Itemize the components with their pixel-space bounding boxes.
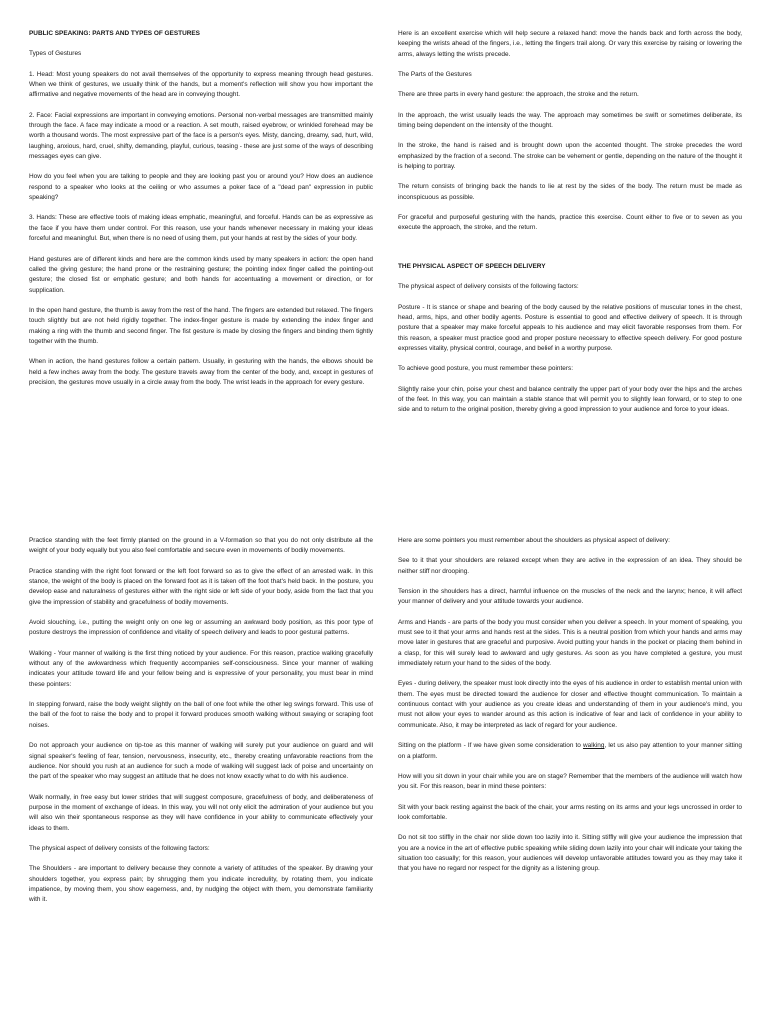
paragraph: Tension in the shoulders has a direct, harmful influence on the muscles of the neck and the larynx; hence, it will affect your manner of delivery and your attitude towards your audience. (398, 588, 742, 606)
paragraph-text: Sitting on the platform - If we have given some consideration to (398, 742, 583, 750)
paragraph: Practice standing with the feet firmly planted on the ground in a V-formation so that you do not only distribute all the weight of your body equally but you also feel comfortable and secure even in movements of bodily movements. (29, 537, 373, 555)
paragraph: There are three parts in every hand gesture: the approach, the stroke and the return. (398, 91, 639, 99)
walking-link[interactable]: walking (582, 742, 605, 750)
page-1 (29, 29, 373, 398)
paragraph: Do not approach your audience on tip-toe as this manner of walking will surely put your audience on guard and will signal speaker's feeling of fear, tension, nervousness, insecurity, etc., thereby creating unfavorable reactions from the audience. Nor should you rush at an audience for such a mode of walking will suggest lack of poise and uncertainty on the part of the speaker who may suggest an attitude that he does not know exactly what to do with his audience. (29, 742, 373, 781)
paragraph: The physical aspect of delivery consists of the following factors: (398, 283, 579, 291)
paragraph: Slightly raise your chin, poise your chest and balance centrally the upper part of your body over the hips and the arches of the feet. In this way, you can maintain a stable stance that will permit you to slightly lean forward, or to step to one side and to return to the original position, thereby giving a good impression to your audience and force to your ideas. (398, 385, 742, 414)
paragraph: The return consists of bringing back the hands to lie at rest by the sides of the body. The return must be made as inconspicuous as possible. (398, 183, 742, 201)
paragraph (398, 741, 742, 762)
section-heading: Types of Gestures (29, 50, 82, 58)
paragraph: Walk normally, in free easy but lower strides that will suggest composure, gracefulness of body, and deliberateness of purpose in the moment of exchange of ideas. In this way, you will not only elicit the admiration of your audience but you will also win their spontaneous response as they will have confidence in your ability to communicate effectively your ideas to them. (29, 793, 373, 832)
paragraph: For graceful and purposeful gesturing with the hands, practice this exercise. Count either to five or to seven as you execute the approach, the stroke, and the return. (398, 214, 742, 232)
paragraph: In the open hand gesture, the thumb is away from the rest of the hand. The fingers are extended but relaxed. The fingers touch slightly but are not held rigidly together. The index-finger gesture is made by extending the index finger and making a ring with the thumb and second finger. The fist gesture is made by closing the fingers and binding them tightly together with the thumb. (29, 306, 373, 345)
paragraph: The physical aspect of delivery consists of the following factors: (29, 844, 210, 852)
paragraph: Walking - Your manner of walking is the first thing noticed by your audience. For this reason, practice walking gracefully without any of the awkwardness which frequently accompanies self-consciousness. Since your manner of walking indicates your attitude toward life and your fellow being and is expressive of your personality, you must bear in mind these pointers: (29, 649, 373, 688)
paragraph: The Shoulders - are important to delivery because they connote a variety of attitudes of the speaker. By drawing your shoulders together, you express pain; by shrugging them you indicate incredulity, by rotating them, you indicate impatience, by moving them, you show eagerness, and, by nudging the object with them, you demonstrate familiarity with it. (29, 865, 373, 904)
page-2 (398, 29, 742, 426)
paragraph: Do not sit too stiffly in the chair nor slide down too lazily into it. Sitting stiffly will give your audience the impression that you are a novice in the art of effective public speaking while sliding down lazily into your chair will indicate your taking the situation too casually; for this reason, your audiences will develop unfavorable attitudes toward you as they may take it that you have no regard nor respect for the dignity as a listening group. (398, 834, 742, 873)
paragraph: In the approach, the wrist usually leads the way. The approach may sometimes be swift or sometimes deliberate, its timing being dependent on the intensity of the thought. (398, 111, 742, 130)
paragraph: Here is an excellent exercise which will help secure a relaxed hand: move the hands back and forth across the body, keeping the wrists ahead of the fingers, i.e., letting the fingers trail along. Or vary this exercise by raising or lowering the arms, always letting the wrists precede. (398, 30, 742, 58)
document-title: PUBLIC SPEAKING: PARTS AND TYPES OF GESTURES (29, 30, 200, 37)
paragraph: When in action, the hand gestures follow a certain pattern. Usually, in gesturing with the hands, the elbows should be held a few inches away from the body. The gesture travels away from the center of the body, and, except in gestures of precision, the gestures move usually in a circle away from the body. The wrist leads in the approach for every gesture. (29, 358, 373, 386)
paragraph: Posture - It is stance or shape and bearing of the body caused by the relative positions of muscular tones in the chest, head, arms, hips, and other bodily agents. Posture is essential to good and effective delivery of speech. It is through posture that a speaker may make forceful appeals to his audience and may elicit favorable responses from them. For this reason, a speaker must practice good and proper posture necessary to effective speech delivery. For good posture expresses vitality, physical control, courage, and belief in a worthy purpose. (398, 303, 742, 352)
paragraph: How will you sit down in your chair while you are on stage? Remember that the members of the audience will watch how you sit. For this reason, bear in mind these pointers: (398, 772, 742, 791)
paragraph: See to it that your shoulders are relaxed except when they are active in the expression of an idea. They should be neither stiff nor drooping. (398, 557, 742, 575)
paragraph: 2. Face: Facial expressions are important in conveying emotions. Personal non-verbal messages are transmitted mainly through the face. A face may indicate a mood or a reaction. A set mouth, raised eyebrow, or wrinkled forehead may be worth a thousand words. The most expressive part of the face is a person's eyes. Misty, dancing, dreamy, sad, hurt, wild, laughing, anxious, hard, cruel, shifty, demanding, playful, curious, teasing - these are just some of the ways of describing messages eyes can give. (29, 111, 373, 161)
page-4 (398, 536, 742, 885)
paragraph: Practice standing with the right foot forward or the left foot forward so as to give the effect of an arrested walk. In this stance, the weight of the body is placed on the forward foot as it is taken off the foot that's held back. In the posture, you develop ease and naturalness of gestures either with the right side or left side of your body, aside from the fact that you give the impression of stability and gracefulness of bodily movements. (29, 567, 373, 606)
page-3 (29, 536, 373, 916)
paragraph: Arms and Hands - are parts of the body you must consider when you deliver a speech. In your moment of speaking, you must see to it that your arms and hands rest at the sides. This is a neutral position from which your hands and arms may move later in gestures that are graceful and purposive. Avoid putting your hands in the pocket or placing them behind in a clasp, for this will surely lead to awkward and ugly gestures. As soon as you have completed a gesture, you must immediately return your hand to the sides of the body. (398, 618, 742, 668)
paragraph: Here are some pointers you must remember about the shoulders as physical aspect of delivery: (398, 537, 670, 544)
paragraph: 3. Hands: These are effective tools of making ideas emphatic, meaningful, and forceful. Hands can be as expressive as the face if you have them under control. For this reason, use your hands whenever necessary in making your ideas forceful and meaningful. But, when there is no need of using them, put your hands at rest by the sides of your body. (29, 214, 373, 243)
paragraph: In stepping forward, raise the body weight slightly on the ball of one foot while the other leg swings forward. This use of the ball of the foot to raise the body and to propel it forward produces smooth walking without swaying or scraping foot noises. (29, 701, 373, 729)
paragraph: 1. Head: Most young speakers do not avail themselves of the opportunity to express meaning through head gestures. When we think of gestures, we usually think of the hands, but a moment's reflection will show you how important the affirmative and negative movements of the head are in conveying thought. (29, 70, 373, 99)
paragraph: In the stroke, the hand is raised and is brought down upon the accented thought. The stroke precedes the word emphasized by the fraction of a second. The stroke can be vehement or gentle, depending on the nature of the thought it is helping to portray. (398, 142, 742, 171)
paragraph: To achieve good posture, you must remember these pointers: (398, 365, 573, 373)
section-title: THE PHYSICAL ASPECT OF SPEECH DELIVERY (398, 262, 546, 270)
paragraph-text: , let us also pay attention to your manner sitting on a platform. (398, 742, 743, 760)
section-heading: The Parts of the Gestures (398, 71, 472, 79)
paragraph: Hand gestures are of different kinds and here are the common kinds used by many speakers in action: the open hand called the giving gesture; the hand prone or the restraining gesture; the pointing index finger called the pointing-out gesture; the closed fist or emphatic gesture; and both hands for accentuating a movement or direction, or for supplication. (29, 255, 373, 294)
paragraph: Avoid slouching, i.e., putting the weight only on one leg or assuming an awkward body position, as this poor type of posture destroys the impression of confidence and vitality of speech delivery and leads to poor gestural patterns. (29, 619, 373, 637)
paragraph: How do you feel when you are talking to people and they are looking past you or around you? How does an audience respond to a speaker who looks at the ceiling or who assumes a poker face of a "dead pan" expression in public speaking? (29, 173, 373, 202)
paragraph: Sit with your back resting against the back of the chair, your arms resting on its arms and your legs uncrossed in order to look comfortable. (398, 803, 742, 821)
paragraph: Eyes - during delivery, the speaker must look directly into the eyes of his audience in order to establish mental union with them. The eyes must be directed toward the audience for closer and effective thought communication. To maintain a continuous contact with your audience as you create ideas and understanding of them in your audience's mind, you must not allow your eyes to wander around as this action is indicative of fear and lack of confidence in your ability to communicate. Also, it may be interpreted as lack of regard for your audience. (398, 680, 742, 729)
